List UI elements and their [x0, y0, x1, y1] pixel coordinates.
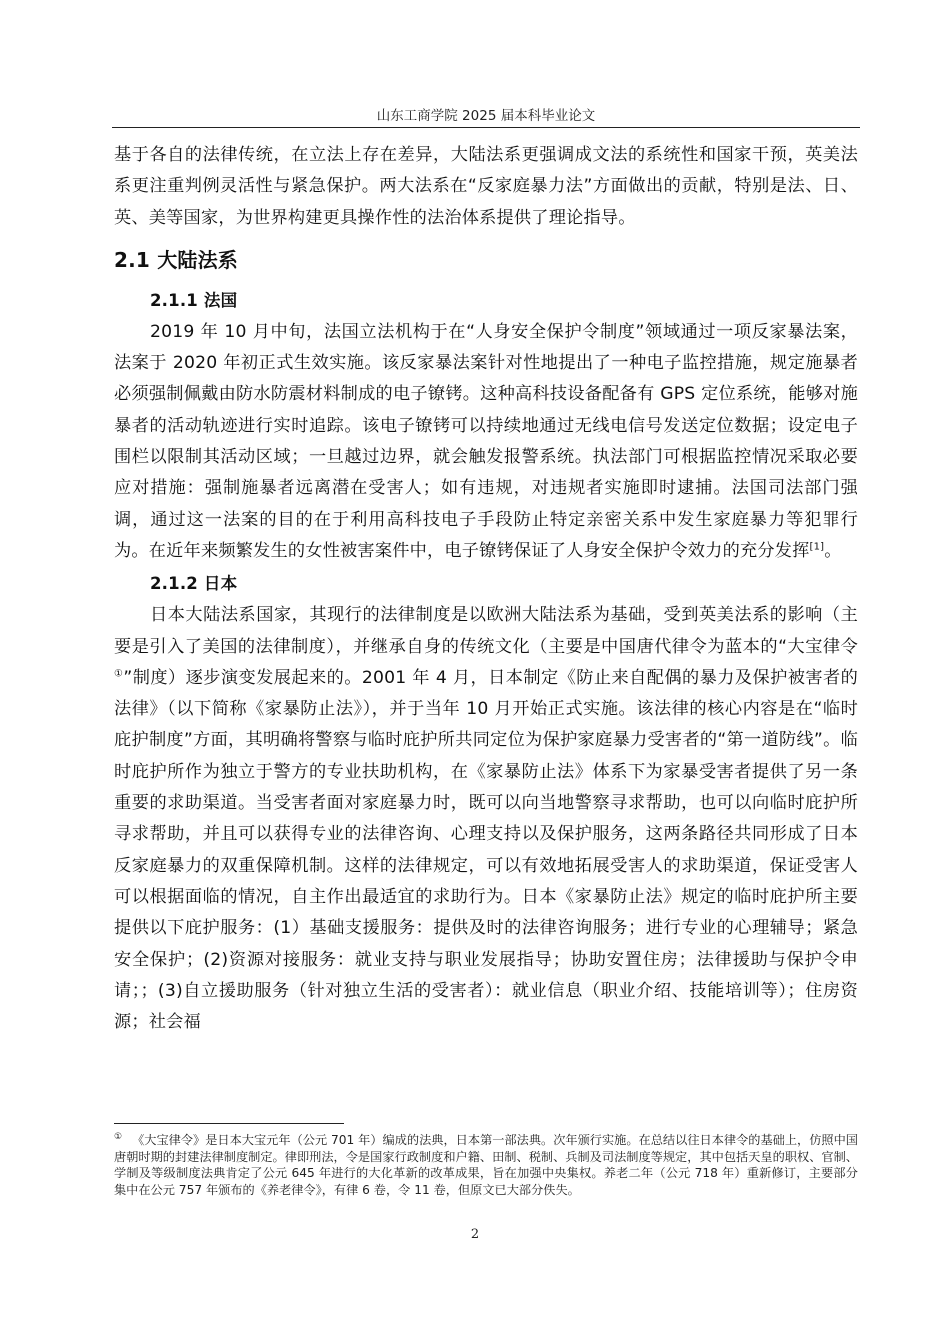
- intro-paragraph: 基于各自的法律传统，在立法上存在差异，大陆法系更强调成文法的系统性和国家干预，英美法系更注重判例灵活性与紧急保护。两大法系在“反家庭暴力法”方面做出的贡献，特别是法、日、英、美等国家，为世界构建更具操作性的法治体系提供了理论指导。: [114, 145, 858, 228]
- footnote-mark: ①: [114, 1131, 123, 1142]
- main-body: [114, 140, 858, 1038]
- subsection-heading-france: 2.1.1 法国: [150, 290, 238, 310]
- running-header: 山东工商学院 2025 届本科毕业论文: [376, 108, 596, 124]
- section-heading: 2.1 大陆法系: [114, 247, 238, 272]
- page-number: 2: [470, 1227, 480, 1242]
- footnote-reference[interactable]: ①: [114, 668, 124, 680]
- japan-paragraph: [114, 600, 858, 1038]
- subsection-heading-japan: 2.1.2 日本: [150, 574, 238, 594]
- france-text: 2019 年 10 月中旬，法国立法机构于在“人身安全保护令制度”领域通过一项反家暴法案，法案于 2020 年初正式生效实施。该反家暴法案针对性地提出了一种电子监控措施，规定施暴者必须强制佩戴由防水防震材料制成的电子镣铐。这种高科技设备配备有 GPS 定位系统，能够对施暴者的活动轨迹进行实时追踪。该电子镣铐可以持续地通过无线电信号发送定位数据；设定电子围栏以限制其活动区域；一旦越过边界，就会触发报警系统。执法部门可根据监控情况采取必要应对措施：强制施暴者远离潜在受害人；如有违规，对违规者实施即时逮捕。法国司法部门强调，通过这一法案的目的在于利用高科技电子手段防止特定亲密关系中发生家庭暴力等犯罪行为。在近年来频繁发生的女性被害案件中，电子镣铐保证了人身安全保护令效力的充分发挥: [114, 321, 858, 561]
- japan-text-rest: ”制度）逐步演变发展起来的。2001 年 4 月，日本制定《防止来自配偶的暴力及保护被害者的法律》（以下简称《家暴防止法》），并于当年 10 月开始正式实施。该法律的核心内容是在“临时庇护制度”方面，其明确将警察与临时庇护所共同定位为保护家庭暴力受害者的“第一道防线”。临时庇护所作为独立于警方的专业扶助机构，在《家暴防止法》体系下为家暴受害者提供了另一条重要的求助渠道。当受害者面对家庭暴力时，既可以向当地警察寻求帮助，也可以向临时庇护所寻求帮助，并且可以获得专业的法律咨询、心理支持以及保护服务，这两条路径共同形成了日本反家庭暴力的双重保障机制。这样的法律规定，可以有效地拓展受害人的求助渠道，保证受害人可以根据面临的情况，自主作出最适宜的求助行为。日本《家暴防止法》规定的临时庇护所主要提供以下庇护服务：(1）基础支援服务：提供及时的法律咨询服务；进行专业的心理辅导；紧急安全保护；(2)资源对接服务：就业支持与职业发展指导；协助安置住房；法律援助与保护令申请；；(3)自立援助服务（针对独立生活的受害者）：就业信息（职业介绍、技能培训等）；住房资源；社会福: [114, 667, 858, 1033]
- footnote: [114, 1132, 858, 1198]
- japan-text-start: 日本大陆法系国家，其现行的法律制度是以欧洲大陆法系为基础，受到英美法系的影响（主要是引入了美国的法律制度），并继承自身的传统文化（主要是中国唐代律令为蓝本的“大宝律令: [114, 605, 858, 657]
- france-paragraph: [114, 317, 858, 567]
- france-end: 。: [824, 540, 842, 561]
- citation-reference[interactable]: [1]: [809, 541, 825, 553]
- footnote-divider: [114, 1123, 344, 1124]
- header-divider: [112, 127, 860, 128]
- footnote-text: 《大宝律令》是日本大宝元年（公元 701 年）编成的法典，日本第一部法典。次年颁行实施。在总结以往日本律令的基础上，仿照中国唐朝时期的封建法律制度制定。律即刑法，令是国家行政制度和户籍、田制、税制、兵制及司法制度等规定，其中包括天皇的职权、官制、学制及等级制度法典肯定了公元 645 年进行的大化革新的改革成果，旨在加强中央集权。养老二年（公元 718 年）重新修订，主要部分集中在公元 757 年颁布的《养老律令》，有律 6 卷，令 11 卷，但原文已大部分佚失。: [114, 1133, 858, 1197]
